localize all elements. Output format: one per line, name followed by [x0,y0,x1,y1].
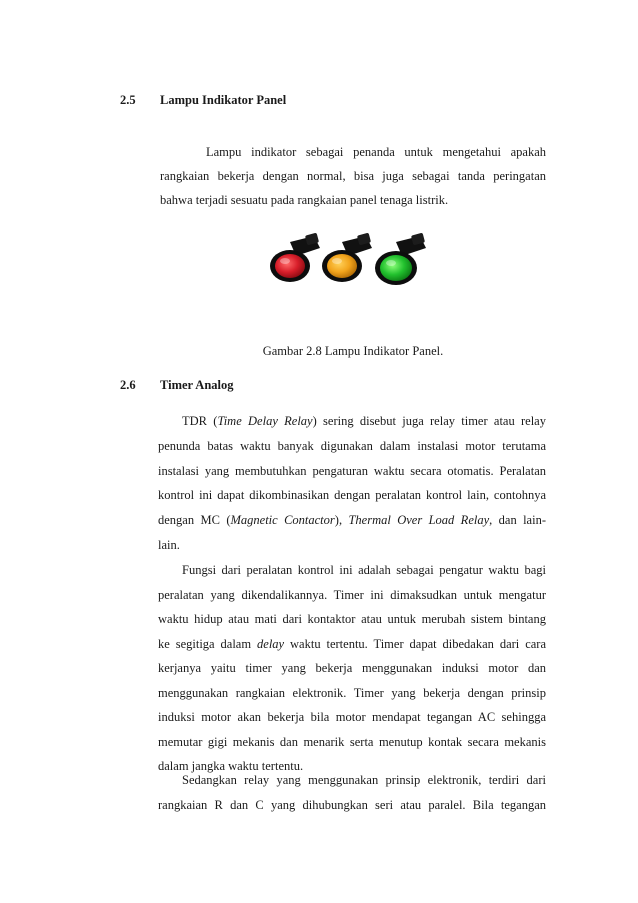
paragraph-tdr [158,409,546,558]
indicator-lamps-image [268,232,432,292]
red-lamp [270,233,320,282]
text-line: kerjanya yaitu timer yang bekerja menggunakan induksi motor dan [158,661,546,675]
section-title-2-5: Lampu Indikator Panel [160,93,287,107]
text-line: lain. [158,537,180,552]
text-line: waktu hidup atau mati dari kontaktor atau untuk merubah sistem bintang [158,612,546,626]
text-line: penunda batas waktu banyak digunakan dalam instalasi motor terutama [158,438,546,453]
text-line: rangkaian R dan C yang dihubungkan seri atau paralel. Bila tegangan [158,797,546,812]
text-line: bahwa terjadi sesuatu pada rangkaian panel tenaga listrik. [160,193,449,207]
text-line: Fungsi dari peralatan kontrol ini adalah sebagai pengatur waktu bagi [182,563,546,577]
text-line: memutar gigi mekanis dan menarik serta menutup kontak secara mekanis [158,734,546,749]
section-title-2-6: Timer Analog [160,378,234,392]
section-number-2-5: 2.5 [120,93,136,107]
text-line: instalasi yang membutuhkan pengaturan waktu secara otomatis. Peralatan [158,463,546,478]
text-line: peralatan yang dikendalikannya. Timer ini dimaksudkan untuk mengatur [158,587,546,602]
text-line: menggunakan rangkaian elektronik. Timer yang bekerja dengan prinsip [158,685,546,700]
paragraph-fungsi [158,558,546,779]
figure-caption [0,344,638,359]
yellow-lamp [322,233,372,282]
text-line: TDR (Time Delay Relay) sering disebut juga relay timer atau relay [182,414,546,428]
text-line: dengan MC (Magnetic Contactor), Thermal Over Load Relay, dan lain- [158,513,546,528]
text-line: Lampu indikator sebagai penanda untuk mengetahui apakah [206,145,546,159]
text-line: rangkaian bekerja dengan normal, bisa juga sebagai tanda peringatan [160,169,546,183]
paragraph-lampu-indikator [160,140,546,212]
figure-caption-text: Gambar 2.8 Lampu Indikator Panel. [262,344,444,358]
green-lamp [375,233,426,285]
text-line: ke segitiga dalam delay waktu tertentu. Timer dapat dibedakan dari cara [158,636,546,651]
text-line: kontrol ini dapat dikombinasikan dengan peralatan kontrol lain, contohnya [158,488,546,503]
text-line: induksi motor akan bekerja bila motor mendapat tegangan AC sehingga [158,710,546,724]
paragraph-relay-elektronik [158,768,546,818]
text-line: Sedangkan relay yang menggunakan prinsip elektronik, terdiri dari [182,773,546,787]
text-line: dalam jangka waktu tertentu. [158,759,304,773]
section-number-2-6: 2.6 [120,378,136,392]
